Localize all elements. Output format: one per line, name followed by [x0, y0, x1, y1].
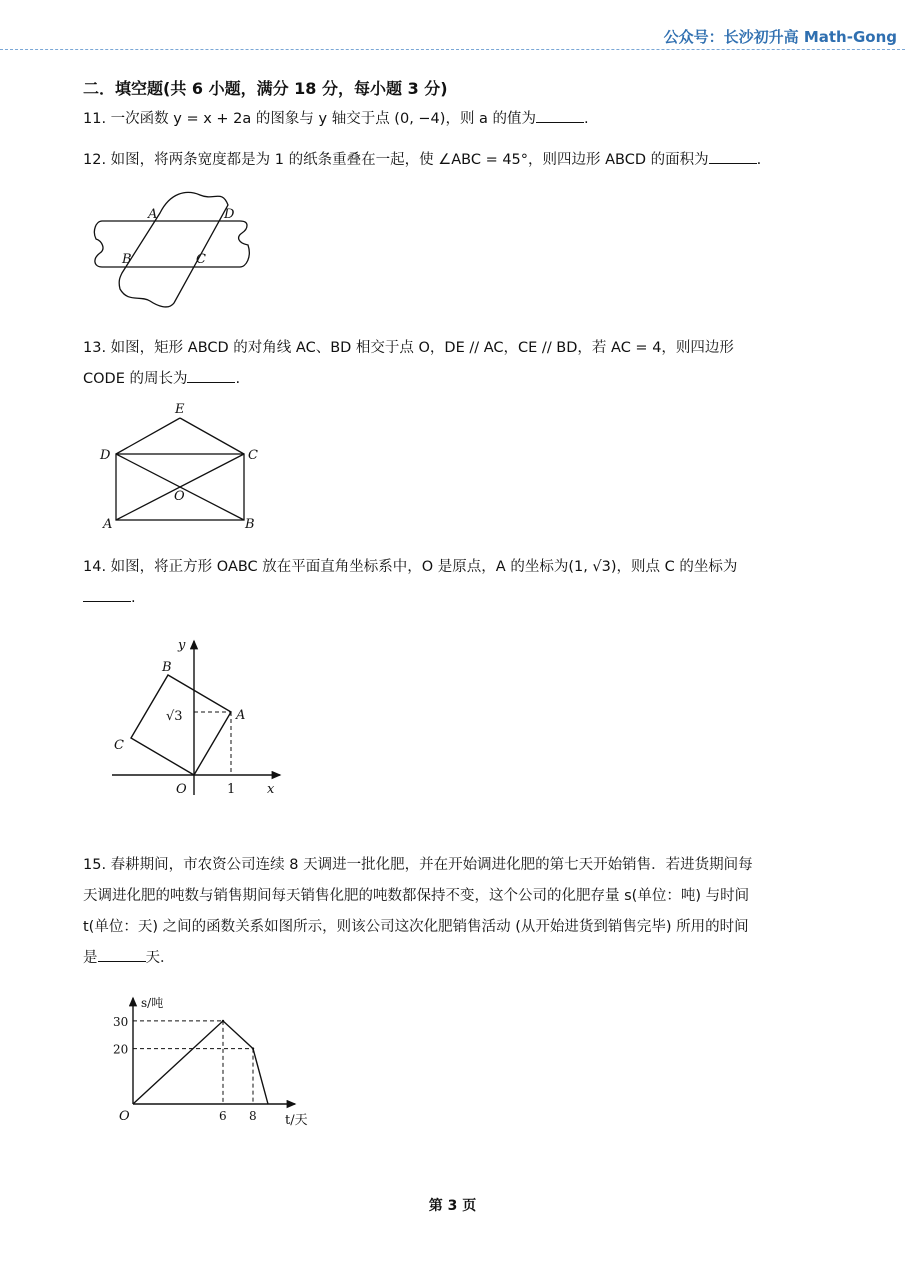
answer-blank: [187, 368, 235, 383]
y-tick-label: 30: [113, 1014, 129, 1029]
x-tick-label: 8: [249, 1109, 257, 1123]
question-number: 13.: [83, 340, 107, 356]
coordinate-square-figure: [110, 635, 290, 805]
header-divider: [0, 49, 905, 50]
question-text: 春耕期间，市农资公司连续 8 天调进一批化肥，并在开始调进化肥的第七天开始销售．若进货期间每: [110, 857, 753, 873]
label-o: O: [176, 782, 187, 797]
label-a: A: [148, 207, 158, 222]
paper-strips-figure: [90, 185, 260, 310]
question-text: 一次函数 y = x + 2a 的图象与 y 轴交于点 (0, −4)，则 a 的值为: [110, 111, 537, 127]
question-14: 14. 如图，将正方形 OABC 放在平面直角坐标系中，O 是原点，A 的坐标为(1, √3)，则点 C 的坐标为 .: [83, 559, 738, 606]
y-axis-label: s/吨: [141, 996, 164, 1010]
label-1: 1: [227, 782, 236, 797]
label-b: B: [245, 517, 255, 532]
question-text: 如图，将正方形 OABC 放在平面直角坐标系中，O 是原点，A 的坐标为(1, √3)，则点 C 的坐标为: [110, 559, 738, 575]
data-point: [252, 1047, 254, 1049]
question-11: 11. 一次函数 y = x + 2a 的图象与 y 轴交于点 (0, −4)，则 a 的值为 .: [83, 104, 813, 135]
slanted-strip: [119, 192, 228, 306]
label-c: C: [196, 252, 206, 267]
question-15: 15. 春耕期间，市农资公司连续 8 天调进一批化肥，并在开始调进化肥的第七天开始销售．若进货期间每 天调进化肥的吨数与销售期间每天销售化肥的吨数都保持不变，这个公司的化肥存量 s(单位：吨) 与时间 t(单位：天) 之间的函数关系如图所示，则该公司这次化肥销售活动 (从开始进货到销售完毕) 所用的时间 是 天．: [83, 857, 753, 966]
question-text-line-2: CODE 的周长为: [83, 371, 188, 387]
label-d: D: [224, 207, 235, 222]
question-number: 12.: [83, 152, 107, 168]
x-tick-label: 6: [219, 1109, 227, 1123]
label-o: O: [174, 489, 185, 504]
header-brand: 公众号：长沙初升高 Math-Gong: [663, 28, 897, 46]
label-sqrt3: √3: [166, 709, 183, 724]
segment-de: [116, 418, 180, 454]
question-text: 如图，矩形 ABCD 的对角线 AC、BD 相交于点 O，DE // AC，CE // BD，若 AC = 4，则四边形: [110, 340, 734, 356]
question-text-line-2: 天调进化肥的吨数与销售期间每天销售化肥的吨数都保持不变，这个公司的化肥存量 s(单位：吨) 与时间: [83, 888, 750, 904]
question-number: 15.: [83, 857, 107, 873]
label-a: A: [103, 517, 113, 532]
answer-blank: [709, 149, 757, 164]
label-y: y: [178, 638, 186, 653]
answer-blank: [536, 108, 584, 123]
x-axis-label: t/天: [285, 1113, 308, 1128]
series-line: [133, 1021, 268, 1104]
section-title: 二．填空题(共 6 小题，满分 18 分，每小题 3 分): [83, 79, 448, 98]
question-text: 如图，将两条宽度都是为 1 的纸条重叠在一起，使 ∠ABC = 45°，则四边形 ABCD 的面积为: [110, 152, 709, 168]
x-tick-label: O: [119, 1109, 130, 1124]
question-13: 13. 如图，矩形 ABCD 的对角线 AC、BD 相交于点 O，DE // AC，CE // BD，若 AC = 4，则四边形 CODE 的周长为 .: [83, 340, 734, 387]
question-number: 14.: [83, 559, 107, 575]
question-text-line-4: 是: [83, 950, 98, 966]
answer-blank: [98, 947, 146, 962]
rectangle-figure: [100, 400, 270, 535]
segment-ce: [180, 418, 244, 454]
question-text-line-3: t(单位：天) 之间的函数关系如图所示，则该公司这次化肥销售活动 (从开始进货到销售完毕) 所用的时间: [83, 919, 749, 935]
label-c: C: [114, 738, 124, 753]
label-e: E: [175, 402, 185, 417]
label-d: D: [100, 448, 111, 463]
data-point: [222, 1020, 224, 1022]
label-a: A: [236, 708, 246, 723]
label-c: C: [248, 448, 258, 463]
question-number: 11.: [83, 111, 107, 127]
question-12: 12. 如图，将两条宽度都是为 1 的纸条重叠在一起，使 ∠ABC = 45°，则四边形 ABCD 的面积为 .: [83, 145, 813, 176]
y-tick-label: 20: [113, 1042, 129, 1057]
answer-blank: [83, 587, 131, 602]
horizontal-strip: [94, 221, 249, 267]
square-oabc: [131, 675, 231, 775]
label-b: B: [122, 252, 132, 267]
label-x: x: [267, 782, 275, 797]
label-b: B: [162, 660, 172, 675]
fertilizer-chart: [105, 990, 320, 1130]
page-number: 第 3 页: [428, 1198, 477, 1214]
